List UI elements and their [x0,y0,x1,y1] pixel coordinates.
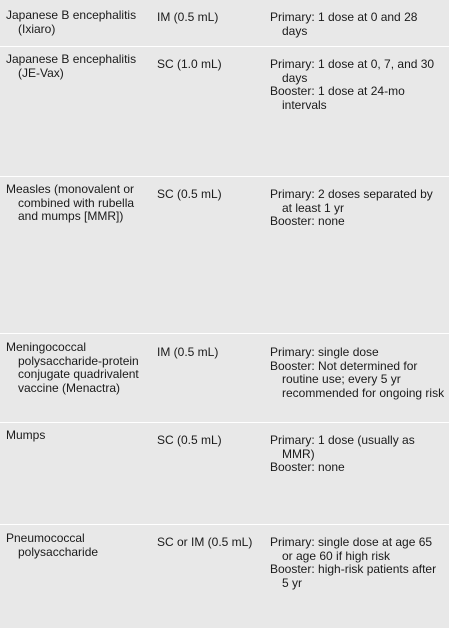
schedule-cell [270,346,445,400]
schedule-cell [270,11,445,38]
schedule-line-booster: Booster: none [270,460,345,474]
route-cell: SC (0.5 mL) [157,433,222,447]
route-cell: SC or IM (0.5 mL) [157,535,253,549]
schedule-line-booster: Booster: 1 dose at 24-mo intervals [270,84,405,112]
route-cell: SC (0.5 mL) [157,187,222,201]
schedule-line-primary: Primary: 1 dose at 0, 7, and 30 days [270,57,435,85]
vaccine-name-cell: Japanese B encephalitis (JE-Vax) [6,52,137,80]
vaccine-name-cell: Meningococcal polysaccharide-protein conjugate quadrivalent vaccine (Menactra) [6,340,139,395]
schedule-cell [270,188,445,229]
vaccine-name-cell: Measles (monovalent or combined with rubella and mumps [MMR]) [6,182,135,223]
table-row [0,0,449,47]
vaccine-name-cell: Mumps [6,428,46,442]
schedule-line-primary: Primary: single dose [270,345,379,359]
schedule-line-booster: Booster: Not determined for routine use; every 5 yr recommended for ongoing risk [270,358,445,400]
table-row [0,525,449,628]
table-row [0,423,449,525]
schedule-line-primary: Primary: 1 dose (usually as MMR) [270,433,415,461]
schedule-line-primary: Primary: 2 doses separated by at least 1 yr [270,187,433,215]
route-cell: SC (1.0 mL) [157,57,222,71]
schedule-cell [270,536,445,590]
vaccine-name-cell: Pneumococcal polysaccharide [6,531,99,559]
vaccine-name-cell: Japanese B encephalitis (Ixiaro) [6,8,137,36]
table-row [0,177,449,334]
schedule-cell [270,434,445,475]
schedule-line-booster: Booster: none [270,214,345,228]
route-cell: IM (0.5 mL) [157,10,219,24]
table-row [0,334,449,423]
schedule-cell [270,58,445,112]
schedule-line-booster: Booster: high-risk patients after 5 yr [270,562,437,590]
table-row [0,47,449,177]
schedule-line-primary: Primary: single dose at age 65 or age 60 if high risk [270,535,433,563]
route-cell: IM (0.5 mL) [157,345,219,359]
schedule-line-primary: Primary: 1 dose at 0 and 28 days [270,10,418,38]
